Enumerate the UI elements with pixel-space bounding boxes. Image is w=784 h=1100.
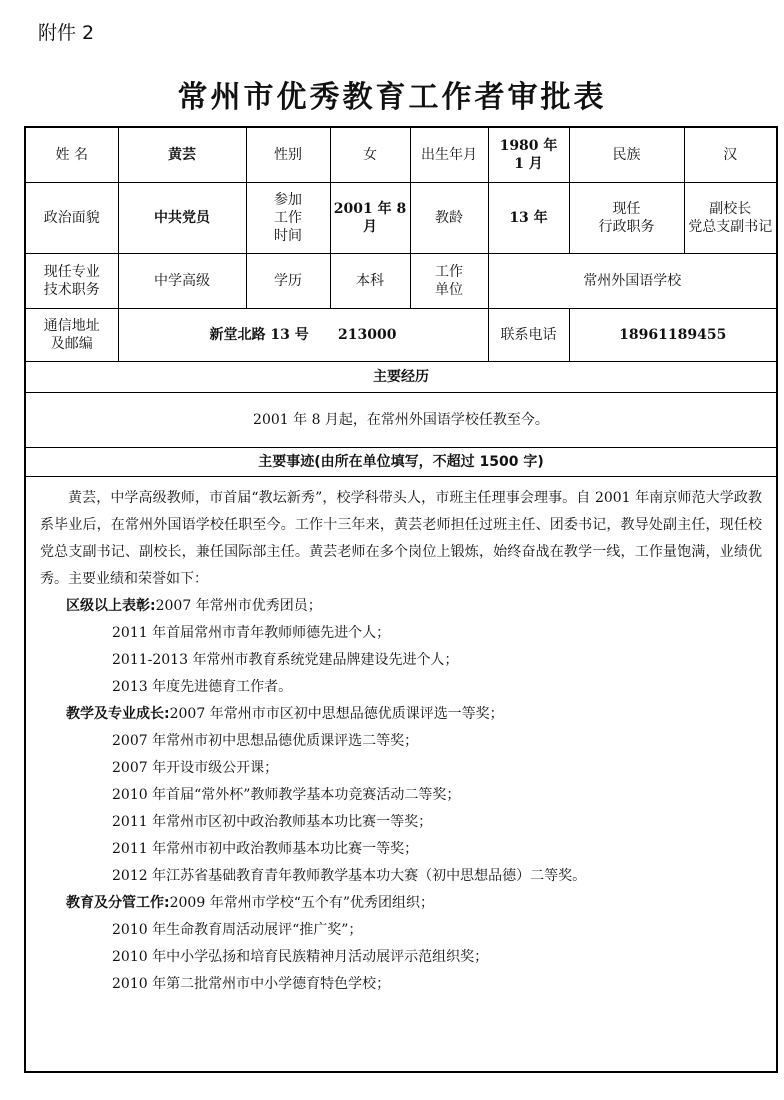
- admin-value: [684, 183, 776, 254]
- education-value: 本科: [330, 254, 410, 309]
- row-basic: [26, 128, 776, 183]
- unit-label: [410, 254, 488, 309]
- award-group-teaching: [40, 701, 762, 728]
- ethnic-label: 民族: [569, 128, 684, 183]
- political-value: 中共党员: [118, 183, 246, 254]
- work-start-label: [246, 183, 330, 254]
- work-start-label-1: 参加: [274, 192, 302, 208]
- admin-label-1: 现任: [612, 201, 641, 217]
- admin-value-2: 党总支副书记: [688, 219, 773, 235]
- award-item: 2010 年生命教育周活动展评“推广奖”；: [112, 922, 363, 938]
- education-label: 学历: [246, 254, 330, 309]
- experience-header: 主要经历: [26, 362, 776, 393]
- address-street: 新堂北路 13 号: [209, 327, 309, 343]
- award-item: 2011 年首届常州市青年教师师德先进个人；: [112, 625, 391, 641]
- award-group-heading: 教学及专业成长:: [66, 706, 170, 722]
- award-item: 2009 年常州市学校“五个有”优秀团组织；: [169, 895, 435, 911]
- award-item: 2007 年常州市优秀团员；: [155, 598, 322, 614]
- unit-label-2: 单位: [435, 282, 463, 298]
- prof-title-label-2: 技术职务: [43, 282, 100, 298]
- award-item: 2007 年常州市初中思想品德优质课评选二等奖；: [112, 733, 419, 749]
- deeds-header: 主要事迹(由所在单位填写，不超过 1500 字): [26, 448, 776, 477]
- unit-label-1: 工作: [435, 264, 463, 280]
- name-value: 黄芸: [118, 128, 246, 183]
- document-title: 常州市优秀教育工作者审批表: [177, 80, 607, 115]
- row-political: [26, 183, 776, 254]
- work-start-label-2: 工作: [274, 210, 302, 226]
- deeds-intro: 黄芸，中学高级教师，市首届“教坛新秀”，校学科带头人，市班主任理事会理事。自 2001 年南京师范大学政教系毕业后，在常州外国语学校任职至今。工作十三年来，黄芸老师担任过班主任、团委书记，教导处副主任，现任校党总支副书记、副校长，兼任国际部主任。黄芸老师在多个岗位上锻炼，始终奋战在教学一线，工作量饱满，业绩优秀。主要业绩和荣誉如下：: [40, 490, 762, 587]
- address-label-1: 通信地址: [43, 318, 100, 334]
- award-item: 2010 年第二批常州市中小学德育特色学校；: [112, 976, 391, 992]
- prof-title-value: 中学高级: [118, 254, 246, 309]
- award-item: 2012 年江苏省基础教育青年教师教学基本功大赛（初中思想品德）二等奖。: [112, 868, 587, 884]
- experience-text: 2001 年 8 月起，在常州外国语学校任教至今。: [26, 393, 776, 448]
- work-start-label-3: 时间: [274, 228, 302, 244]
- address-label: [26, 309, 118, 362]
- row-contact: [26, 309, 776, 362]
- admin-value-1: 副校长: [709, 201, 752, 217]
- award-item: 2010 年中小学弘扬和培育民族精神月活动展评示范组织奖；: [112, 949, 489, 965]
- row-experience-header: [26, 362, 776, 393]
- teach-age-label: 教龄: [410, 183, 488, 254]
- birth-label: 出生年月: [410, 128, 488, 183]
- ethnic-value: 汉: [684, 128, 776, 183]
- award-item: 2011 年常州市初中政治教师基本功比赛一等奖；: [112, 841, 419, 857]
- birth-value: [488, 128, 569, 183]
- award-item: 2007 年开设市级公开课；: [112, 760, 279, 776]
- admin-label: [569, 183, 684, 254]
- admin-label-2: 行政职务: [598, 219, 655, 235]
- birth-month: 1 月: [514, 156, 543, 172]
- info-table: [26, 128, 776, 477]
- work-start-value: 2001 年 8 月: [330, 183, 410, 254]
- phone-value: 18961189455: [569, 309, 776, 362]
- award-item: 2010 年首届“常外杯”教师教学基本功竞赛活动二等奖；: [112, 787, 461, 803]
- gender-value: 女: [330, 128, 410, 183]
- attachment-label: 附件 2: [38, 22, 95, 44]
- award-item: 2013 年度先进德育工作者。: [112, 679, 293, 695]
- row-deeds-header: [26, 448, 776, 477]
- teach-age-value: 13 年: [488, 183, 569, 254]
- approval-form: [24, 126, 778, 1073]
- name-label: 姓 名: [26, 128, 118, 183]
- award-group-heading: 教育及分管工作:: [66, 895, 170, 911]
- award-group-education: [40, 890, 762, 917]
- row-experience: [26, 393, 776, 448]
- row-title: [26, 254, 776, 309]
- award-item: 2011-2013 年常州市教育系统党建品牌建设先进个人；: [112, 652, 459, 668]
- award-item: 2011 年常州市区初中政治教师基本功比赛一等奖；: [112, 814, 433, 830]
- deeds-content: [26, 477, 776, 998]
- unit-value: 常州外国语学校: [488, 254, 776, 309]
- award-group-district: [40, 593, 762, 620]
- award-item: 2007 年常州市市区初中思想品德优质课评选一等奖；: [169, 706, 504, 722]
- gender-label: 性别: [246, 128, 330, 183]
- address-value: [118, 309, 488, 362]
- birth-year: 1980 年: [499, 138, 558, 154]
- postcode: 213000: [338, 327, 397, 343]
- phone-label: 联系电话: [488, 309, 569, 362]
- address-label-2: 及邮编: [50, 336, 93, 352]
- prof-title-label: [26, 254, 118, 309]
- political-label: 政治面貌: [26, 183, 118, 254]
- award-group-heading: 区级以上表彰:: [66, 598, 156, 614]
- prof-title-label-1: 现任专业: [43, 264, 100, 280]
